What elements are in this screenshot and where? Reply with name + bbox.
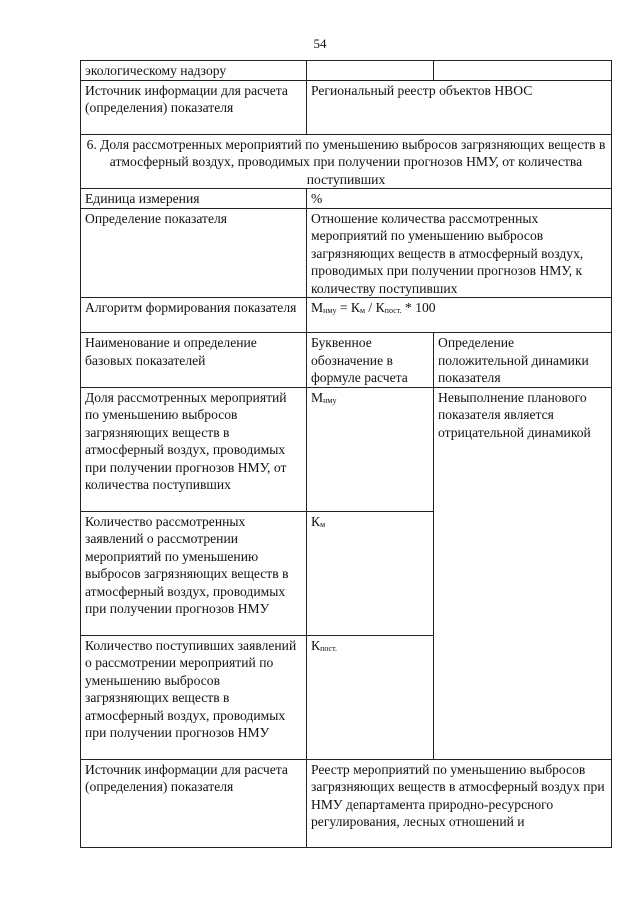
base-header-dynamic: Определение положительной динамики показателя	[434, 333, 612, 388]
base2-name: Количество рассмотренных заявлений о рассмотрении мероприятий по уменьшению выбросов загрязняющих веществ в атмосферный воздух, проводимых при получении прогнозов НМУ	[81, 511, 307, 635]
base-header-name: Наименование и определение базовых показателей	[81, 333, 307, 388]
source-value: Региональный реестр объектов НВОС	[307, 80, 612, 134]
formula-k1-sub: м	[359, 306, 366, 315]
table-row	[81, 189, 612, 209]
formula-m-sub: нму	[323, 306, 337, 315]
base-dynamic: Невыполнение планового показателя является отрицательной динамикой	[434, 387, 612, 759]
table-row	[81, 298, 612, 333]
formula-eq: = К	[336, 300, 360, 315]
base3-symbol	[307, 635, 434, 759]
continued-value-a	[307, 61, 434, 81]
table-row	[81, 387, 612, 511]
base1-symbol-letter: М	[311, 389, 324, 405]
source-label: Источник информации для расчета (определения) показателя	[81, 80, 307, 134]
unit-label: Единица измерения	[81, 189, 307, 209]
formula-div: / К	[365, 300, 385, 315]
base3-symbol-letter: К	[311, 637, 321, 653]
base3-name: Количество поступивших заявлений о рассмотрении мероприятий по уменьшению выбросов загрязняющих веществ в атмосферный воздух, проводимых при получении прогнозов НМУ	[81, 635, 307, 759]
definition-label: Определение показателя	[81, 208, 307, 298]
formula-k2-sub: пост.	[384, 306, 402, 315]
base3-symbol-sub: пост.	[320, 643, 338, 653]
base1-symbol-sub: нму	[323, 395, 337, 405]
base2-symbol	[307, 511, 434, 635]
table-row	[81, 61, 612, 81]
source-bottom-label: Источник информации для расчета (определения) показателя	[81, 759, 307, 847]
definition-value: Отношение количества рассмотренных мероприятий по уменьшению выбросов загрязняющих веществ в атмосферный воздух, проводимых при получении прогнозов НМУ, к количеству поступивших	[307, 208, 612, 298]
algorithm-formula	[307, 298, 612, 333]
section-title: 6. Доля рассмотренных мероприятий по уменьшению выбросов загрязняющих веществ в атмосферный воздух, проводимых при получении прогнозов НМУ, от количества поступивших	[81, 134, 612, 189]
base-header-symbol: Буквенное обозначение в формуле расчета	[307, 333, 434, 388]
unit-value: %	[307, 189, 612, 209]
source-bottom-value: Реестр мероприятий по уменьшению выбросов загрязняющих веществ в атмосферный воздух при НМУ департамента природно-ресурсного регулирования, лесных отношений и	[307, 759, 612, 847]
formula-m: М	[311, 300, 324, 315]
table-row	[81, 333, 612, 388]
algorithm-label: Алгоритм формирования показателя	[81, 298, 307, 333]
page-number: 54	[313, 36, 327, 51]
table-row	[81, 208, 612, 298]
base2-symbol-letter: К	[311, 513, 321, 529]
continued-value-b	[434, 61, 612, 81]
formula-tail: * 100	[401, 300, 436, 315]
base1-symbol	[307, 387, 434, 511]
base1-name: Доля рассмотренных мероприятий по уменьшению выбросов загрязняющих веществ в атмосферный воздух, проводимых при получении прогнозов НМУ, от количества поступивших	[81, 387, 307, 511]
table-row	[81, 759, 612, 847]
table-row	[81, 80, 612, 134]
indicator-table	[80, 60, 612, 848]
table-row	[81, 134, 612, 189]
base2-symbol-sub: м	[320, 519, 326, 529]
continued-label: экологическому надзору	[81, 61, 307, 81]
